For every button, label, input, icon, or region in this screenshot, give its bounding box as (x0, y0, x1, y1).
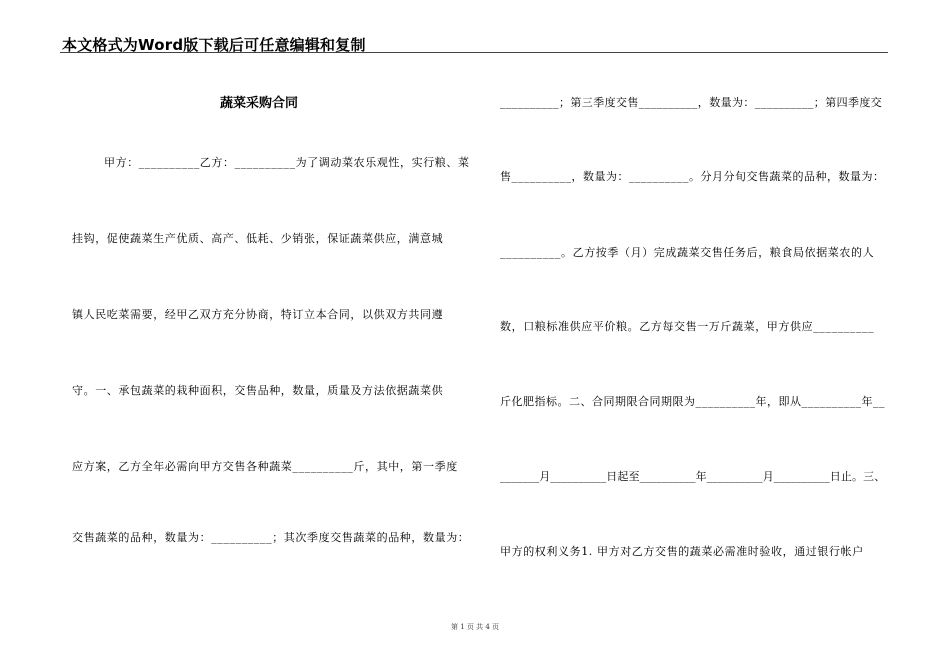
document-title: 蔬菜采购合同 (220, 96, 299, 111)
text-line: 售__________，数量为：__________。分月分旬交售蔬菜的品种，数量为： (500, 170, 885, 183)
text-line: 甲方：__________乙方：__________为了调动菜农乐观性，实行粮、菜 (104, 156, 470, 169)
page-header-banner: 本文格式为Word版下载后可任意编辑和复制 (62, 36, 366, 54)
text-line: 交售蔬菜的品种，数量为：__________；其次季度交售蔬菜的品种，数量为： (72, 531, 470, 544)
text-line: 数，口粮标准供应平价粮。乙方每交售一万斤蔬菜，甲方供应__________ (500, 320, 875, 333)
header-rule (60, 52, 888, 53)
page-number-footer: 第 1 页 共 4 页 (450, 623, 500, 631)
text-line: 斤化肥指标。二、合同期限合同期限为__________年，即从__________年__ (500, 395, 885, 408)
text-line: 守。一、承包蔬菜的栽种面积，交售品种，数量，质量及方法依据蔬菜供 (72, 384, 444, 397)
text-line: __________；第三季度交售__________，数量为：__________；第四季度交 (500, 96, 883, 109)
text-line: 甲方的权利义务1. 甲方对乙方交售的蔬菜必需准时验收，通过银行帐户 (500, 545, 864, 558)
text-line: 镇人民吃菜需要，经甲乙双方充分协商，特订立本合同，以供双方共同遵 (72, 308, 444, 321)
text-line: __________。乙方按季（月）完成蔬菜交售任务后，粮食局依据菜农的人 (500, 246, 875, 259)
text-line: 挂钩，促使蔬菜生产优质、高产、低耗、少销张，保证蔬菜供应，满意城 (72, 232, 444, 245)
text-line: 应方案，乙方全年必需向甲方交售各种蔬菜__________斤，其中，第一季度 (72, 460, 458, 473)
text-line: _______月__________日起至__________年__________月__________日止。三、 (500, 470, 886, 483)
